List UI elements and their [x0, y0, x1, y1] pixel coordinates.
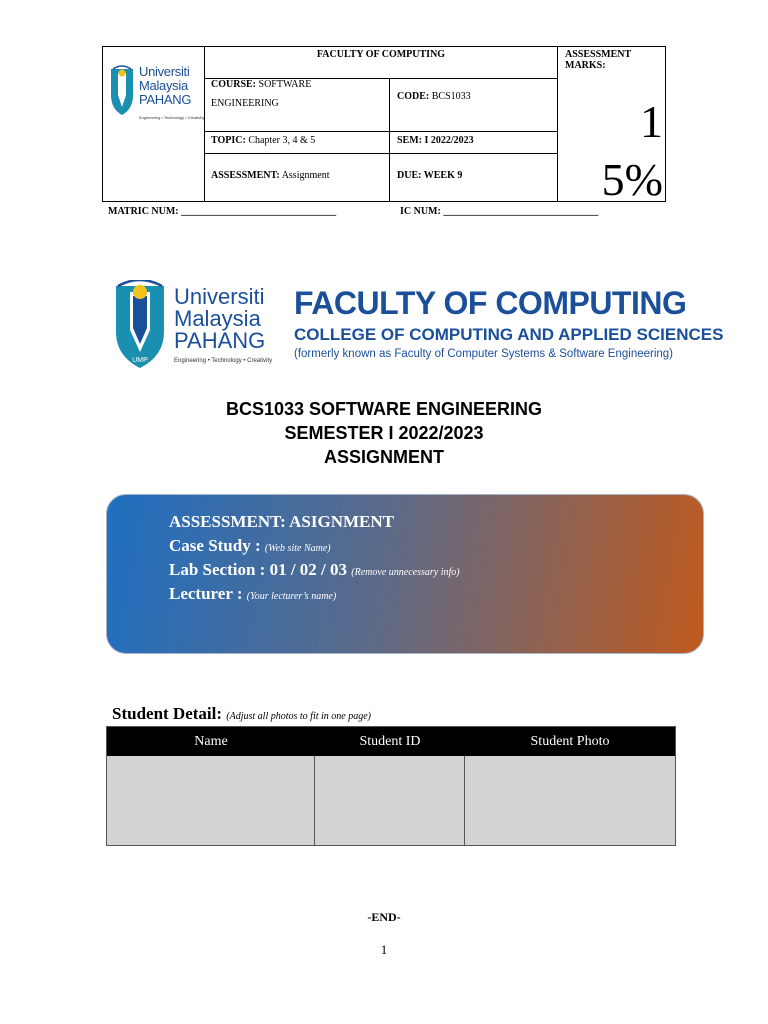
header-table [102, 46, 666, 205]
grid-line [205, 153, 557, 154]
assessment-marks-value: 1 5% [601, 96, 663, 205]
grid-line [389, 78, 390, 201]
assessment-info-box [106, 494, 704, 654]
topic-cell: TOPIC: Chapter 3, 4 & 5 [211, 135, 316, 146]
university-tagline: Engineering • Technology • Creativity [174, 358, 273, 364]
column-header-student-id: Student ID [315, 727, 465, 756]
end-marker: -END- [367, 910, 401, 924]
lecturer-row: Lecturer : (Your lecturer’s name) [169, 584, 337, 603]
college-title: COLLEGE OF COMPUTING AND APPLIED SCIENCES [294, 325, 724, 344]
ump-shield-icon [112, 280, 168, 370]
matric-num-field[interactable]: MATRIC NUM: _______________________________ [108, 206, 337, 217]
ump-label: UMP [132, 357, 148, 364]
code-cell: CODE: BCS1033 [397, 91, 471, 102]
university-logo-small [109, 59, 205, 123]
assignment-title: ASSIGNMENT [323, 447, 444, 467]
university-name: Universiti Malaysia PAHANG [174, 284, 266, 353]
header-logo-cell [103, 47, 205, 201]
formerly-note: (formerly known as Faculty of Computer Systems & Software Engineering) [294, 348, 674, 360]
student-photo-cell[interactable] [465, 756, 675, 845]
grid-line [557, 47, 558, 201]
faculty-banner [112, 280, 724, 370]
university-name-small: Universiti Malaysia PAHANG [139, 64, 192, 107]
sem-cell: SEM: I 2022/2023 [397, 135, 474, 146]
university-tagline-small: Engineering • Technology • Creativity [139, 115, 205, 120]
due-cell: DUE: WEEK 9 [397, 170, 463, 181]
ic-num-field[interactable]: IC NUM: _______________________________ [400, 206, 599, 217]
faculty-cell: FACULTY OF COMPUTING [316, 49, 446, 60]
assessment-heading: ASSESSMENT: ASIGNMENT [169, 512, 394, 531]
course-title: BCS1033 SOFTWARE ENGINEERING [225, 399, 543, 419]
page-number: 1 [380, 942, 388, 957]
student-id-cell[interactable] [315, 756, 465, 845]
student-detail-table [106, 726, 676, 846]
column-header-name: Name [107, 727, 315, 756]
lab-section-row: Lab Section : 01 / 02 / 03 (Remove unnecessary info) [169, 560, 460, 579]
column-header-student-photo: Student Photo [465, 727, 675, 756]
student-detail-title: Student Detail: (Adjust all photos to fit in one page) [112, 704, 371, 723]
faculty-title: FACULTY OF COMPUTING [294, 285, 687, 321]
ump-shield-icon [109, 65, 135, 117]
semester-title: SEMESTER I 2022/2023 [284, 423, 484, 443]
name-cell[interactable] [107, 756, 315, 845]
course-cell: COURSE: SOFTWARE ENGINEERING [211, 79, 312, 109]
assessment-marks-label: ASSESSMENT MARKS: [565, 49, 631, 71]
assessment-cell: ASSESSMENT: Assignment [211, 170, 330, 181]
case-study-row: Case Study : (Web site Name) [169, 536, 331, 555]
